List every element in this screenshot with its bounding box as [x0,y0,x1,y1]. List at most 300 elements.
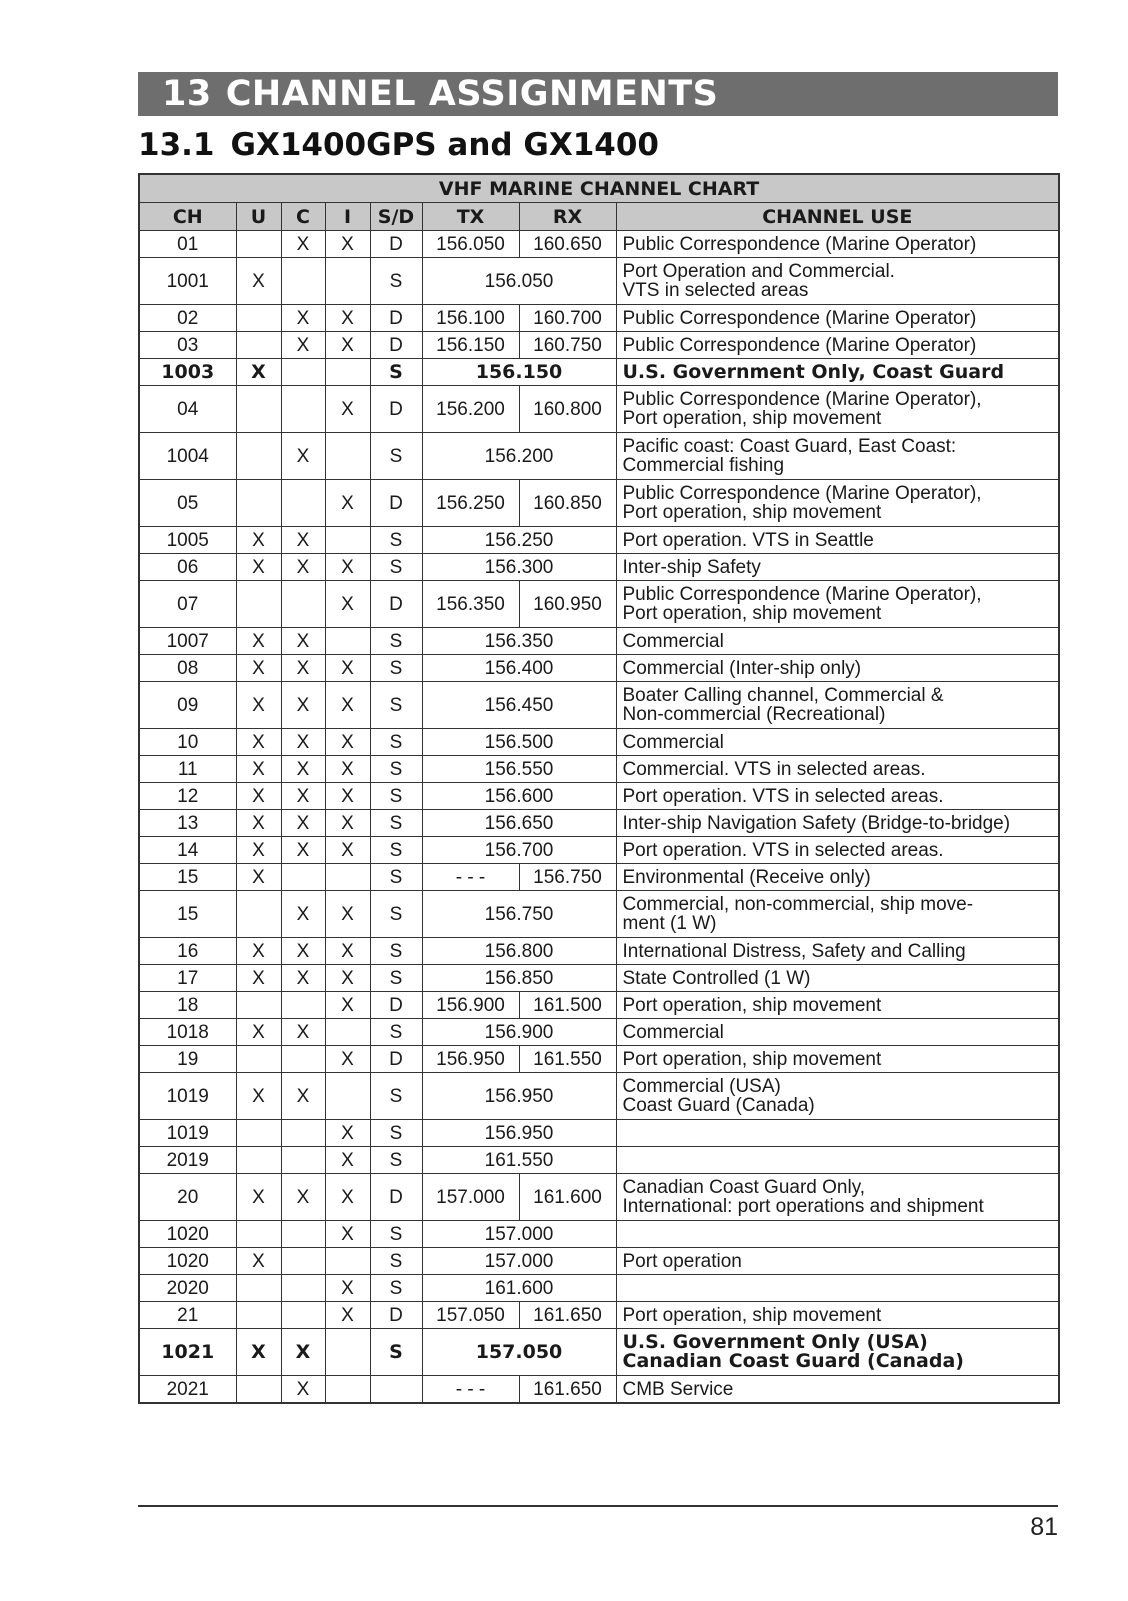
cell-frequency: 156.850 [422,965,616,992]
cell-ch: 19 [139,1046,236,1073]
channel-use-line: Public Correspondence (Marine Operator), [622,584,982,605]
cell-ch: 10 [139,729,236,756]
cell-channel-use [616,1147,1059,1174]
cell-u: X [236,655,281,682]
cell-tx: 156.050 [422,231,519,258]
cell-ch: 09 [139,682,236,729]
table-row [139,1248,1059,1275]
table-row [139,1046,1059,1073]
cell-ch: 15 [139,891,236,938]
cell-frequency: 156.400 [422,655,616,682]
cell-u: X [236,1073,281,1120]
cell-sd: D [370,305,422,332]
cell-sd: D [370,480,422,527]
cell-tx: 156.900 [422,992,519,1019]
cell-channel-use [616,1046,1059,1073]
channel-use-line: Commercial fishing [622,455,785,476]
cell-sd: D [370,581,422,628]
cell-i: X [325,837,370,864]
cell-sd: S [370,1073,422,1120]
cell-u [236,992,281,1019]
cell-sd: S [370,1147,422,1174]
cell-c: X [281,655,325,682]
col-header-i: I [325,203,370,231]
table-row [139,480,1059,527]
table-row [139,1120,1059,1147]
cell-i [325,1073,370,1120]
table-row [139,231,1059,258]
cell-c: X [281,682,325,729]
cell-u: X [236,938,281,965]
cell-c: X [281,332,325,359]
footer-rule [138,1505,1058,1507]
cell-frequency: 156.050 [422,258,616,305]
cell-frequency: 161.550 [422,1147,616,1174]
cell-c: X [281,729,325,756]
cell-ch: 01 [139,231,236,258]
cell-sd: S [370,628,422,655]
cell-sd: S [370,965,422,992]
cell-tx: 156.350 [422,581,519,628]
cell-i: X [325,1221,370,1248]
cell-c [281,1221,325,1248]
cell-frequency: 156.650 [422,810,616,837]
cell-sd: D [370,992,422,1019]
cell-sd: D [370,1046,422,1073]
cell-channel-use [616,891,1059,938]
cell-u [236,480,281,527]
channel-use-line: Port operation. VTS in Seattle [622,529,874,551]
subsection-heading [138,124,1058,166]
channel-use-line: Public Correspondence (Marine Operator) [622,334,977,356]
channel-use-line: Port operation, ship movement [622,502,882,523]
cell-frequency: 156.250 [422,527,616,554]
cell-c: X [281,1019,325,1046]
cell-c: X [281,891,325,938]
channel-use-line: Canadian Coast Guard (Canada) [622,1350,964,1372]
cell-sd: D [370,386,422,433]
channel-use-line: Public Correspondence (Marine Operator) [622,307,977,329]
col-header-rx: RX [519,203,616,231]
channel-use-line: CMB Service [622,1378,734,1400]
cell-i: X [325,891,370,938]
cell-u [236,1275,281,1302]
col-header-ch: CH [139,203,236,231]
table-row [139,1302,1059,1329]
channel-use-line: Coast Guard (Canada) [622,1095,815,1116]
cell-frequency: 156.500 [422,729,616,756]
table-row [139,628,1059,655]
table-row [139,965,1059,992]
cell-i: X [325,810,370,837]
cell-c [281,359,325,386]
cell-i [325,527,370,554]
cell-i: X [325,682,370,729]
cell-channel-use [616,581,1059,628]
cell-c: X [281,1174,325,1221]
cell-sd: S [370,359,422,386]
cell-rx: 161.550 [519,1046,616,1073]
cell-sd: S [370,729,422,756]
table-row [139,810,1059,837]
table-row [139,992,1059,1019]
cell-u [236,1302,281,1329]
cell-ch: 15 [139,864,236,891]
cell-channel-use [616,1329,1059,1376]
cell-rx: 160.750 [519,332,616,359]
cell-u [236,1221,281,1248]
channel-use-line: Port Operation and Commercial. [622,261,895,282]
cell-frequency: 156.950 [422,1073,616,1120]
cell-i [325,433,370,480]
cell-u: X [236,1248,281,1275]
cell-ch: 08 [139,655,236,682]
cell-u: X [236,1174,281,1221]
cell-ch: 2020 [139,1275,236,1302]
cell-u [236,1120,281,1147]
cell-ch: 04 [139,386,236,433]
table-row [139,655,1059,682]
cell-ch: 1020 [139,1221,236,1248]
cell-channel-use [616,682,1059,729]
cell-sd: S [370,655,422,682]
cell-ch: 03 [139,332,236,359]
cell-channel-use [616,729,1059,756]
cell-channel-use [616,332,1059,359]
cell-channel-use [616,938,1059,965]
channel-use-line: Port operation [622,1250,742,1272]
cell-u [236,305,281,332]
channel-use-line: Commercial [622,731,724,753]
cell-i: X [325,1120,370,1147]
cell-tx: - - - [422,1376,519,1404]
cell-channel-use [616,1275,1059,1302]
cell-sd: S [370,433,422,480]
cell-channel-use [616,1019,1059,1046]
cell-frequency: 157.050 [422,1329,616,1376]
cell-sd: S [370,258,422,305]
cell-c: X [281,231,325,258]
cell-i: X [325,1147,370,1174]
cell-i [325,1019,370,1046]
cell-sd: S [370,1248,422,1275]
cell-ch: 21 [139,1302,236,1329]
cell-sd: S [370,783,422,810]
cell-ch: 07 [139,581,236,628]
cell-ch: 14 [139,837,236,864]
cell-tx: 156.150 [422,332,519,359]
cell-ch: 18 [139,992,236,1019]
channel-use-line: Port operation, ship movement [622,603,882,624]
cell-c [281,1046,325,1073]
cell-ch: 1019 [139,1120,236,1147]
cell-frequency: 156.300 [422,554,616,581]
channel-use-line: Port operation, ship movement [622,408,882,429]
table-row [139,864,1059,891]
channel-use-line: Commercial, non-commercial, ship move- [622,894,974,915]
cell-channel-use [616,810,1059,837]
cell-frequency: 156.950 [422,1120,616,1147]
cell-ch: 16 [139,938,236,965]
channel-use-line: Port operation, ship movement [622,994,882,1016]
cell-sd: S [370,1275,422,1302]
cell-channel-use [616,258,1059,305]
cell-frequency: 156.800 [422,938,616,965]
cell-c: X [281,1376,325,1404]
cell-i [325,628,370,655]
cell-frequency: 156.750 [422,891,616,938]
cell-c [281,864,325,891]
channel-use-line: Port operation, ship movement [622,1304,882,1326]
table-row [139,359,1059,386]
cell-frequency: 156.450 [422,682,616,729]
cell-c: X [281,965,325,992]
cell-ch: 02 [139,305,236,332]
cell-i: X [325,231,370,258]
channel-use-line: Inter-ship Navigation Safety (Bridge-to-bridge) [622,812,1011,834]
col-header-c: C [281,203,325,231]
cell-sd: S [370,527,422,554]
cell-channel-use [616,756,1059,783]
cell-ch: 06 [139,554,236,581]
cell-sd [370,1376,422,1404]
cell-c: X [281,305,325,332]
cell-ch: 1021 [139,1329,236,1376]
cell-i: X [325,332,370,359]
cell-u [236,231,281,258]
cell-channel-use [616,965,1059,992]
cell-sd: S [370,837,422,864]
cell-channel-use [616,1120,1059,1147]
table-row [139,433,1059,480]
cell-u: X [236,756,281,783]
cell-sd: S [370,810,422,837]
cell-c: X [281,1073,325,1120]
cell-c [281,1302,325,1329]
cell-ch: 13 [139,810,236,837]
channel-use-line: Public Correspondence (Marine Operator), [622,389,982,410]
channel-use-line: VTS in selected areas [622,280,809,301]
section-heading [138,72,1058,116]
cell-u: X [236,554,281,581]
cell-channel-use [616,1376,1059,1404]
table-row [139,837,1059,864]
cell-c [281,1120,325,1147]
cell-frequency: 156.150 [422,359,616,386]
cell-tx: 156.250 [422,480,519,527]
cell-sd: S [370,864,422,891]
cell-u: X [236,1329,281,1376]
cell-u [236,433,281,480]
cell-i: X [325,783,370,810]
cell-tx: 157.000 [422,1174,519,1221]
table-row [139,1147,1059,1174]
cell-ch: 1001 [139,258,236,305]
cell-ch: 17 [139,965,236,992]
cell-rx: 160.950 [519,581,616,628]
section-title: CHANNEL ASSIGNMENTS [225,74,719,114]
channel-use-line: Boater Calling channel, Commercial & [622,685,944,706]
cell-i: X [325,729,370,756]
channel-use-line: Commercial. VTS in selected areas. [622,758,926,780]
cell-i [325,1329,370,1376]
channel-use-line: Public Correspondence (Marine Operator) [622,233,977,255]
cell-channel-use [616,1248,1059,1275]
cell-i [325,864,370,891]
cell-i [325,1376,370,1404]
cell-u: X [236,783,281,810]
cell-ch: 1005 [139,527,236,554]
cell-ch: 1018 [139,1019,236,1046]
cell-i: X [325,305,370,332]
cell-u [236,1046,281,1073]
cell-sd: D [370,332,422,359]
cell-u: X [236,682,281,729]
cell-tx: 156.200 [422,386,519,433]
cell-ch: 1020 [139,1248,236,1275]
header-row [139,203,1059,231]
cell-c [281,1147,325,1174]
col-header-tx: TX [422,203,519,231]
cell-frequency: 156.550 [422,756,616,783]
cell-u [236,332,281,359]
cell-channel-use [616,655,1059,682]
cell-tx: 156.950 [422,1046,519,1073]
channel-chart-table [138,173,1060,1404]
page-number: 81 [1030,1513,1058,1541]
cell-tx: - - - [422,864,519,891]
cell-c: X [281,938,325,965]
table-row [139,682,1059,729]
cell-frequency: 156.600 [422,783,616,810]
cell-frequency: 156.700 [422,837,616,864]
channel-use-line: Port operation. VTS in selected areas. [622,839,944,861]
table-title: VHF MARINE CHANNEL CHART [139,174,1059,203]
cell-ch: 2019 [139,1147,236,1174]
table-row [139,1376,1059,1404]
cell-i: X [325,386,370,433]
cell-sd: S [370,1019,422,1046]
cell-rx: 161.600 [519,1174,616,1221]
cell-u: X [236,810,281,837]
table-row [139,1073,1059,1120]
cell-tx: 157.050 [422,1302,519,1329]
cell-i: X [325,480,370,527]
cell-sd: D [370,1302,422,1329]
cell-ch: 2021 [139,1376,236,1404]
cell-rx: 160.700 [519,305,616,332]
cell-u [236,1147,281,1174]
cell-channel-use [616,554,1059,581]
cell-u: X [236,729,281,756]
table-row [139,386,1059,433]
table-row [139,891,1059,938]
cell-sd: S [370,554,422,581]
channel-use-line: International Distress, Safety and Calling [622,940,966,962]
cell-i: X [325,1275,370,1302]
table-row [139,1019,1059,1046]
cell-u: X [236,527,281,554]
cell-rx: 160.850 [519,480,616,527]
cell-i [325,359,370,386]
cell-channel-use [616,783,1059,810]
section-number: 13 [162,74,212,114]
cell-rx: 161.500 [519,992,616,1019]
cell-channel-use [616,628,1059,655]
table-row [139,258,1059,305]
cell-ch: 20 [139,1174,236,1221]
table-row [139,1275,1059,1302]
table-row [139,305,1059,332]
cell-channel-use [616,864,1059,891]
cell-sd: S [370,756,422,783]
col-header-channel-use: CHANNEL USE [616,203,1059,231]
cell-channel-use [616,527,1059,554]
cell-ch: 12 [139,783,236,810]
cell-frequency: 157.000 [422,1221,616,1248]
cell-c: X [281,1329,325,1376]
cell-c [281,1275,325,1302]
table-row [139,1221,1059,1248]
cell-u: X [236,628,281,655]
cell-i: X [325,1174,370,1221]
table-row [139,581,1059,628]
cell-channel-use [616,305,1059,332]
channel-use-line: Commercial [622,1021,724,1043]
channel-use-line: International: port operations and shipment [622,1196,984,1217]
cell-ch: 1004 [139,433,236,480]
cell-u: X [236,359,281,386]
channel-use-line: Non-commercial (Recreational) [622,704,886,725]
table-row [139,1174,1059,1221]
table-row [139,729,1059,756]
cell-u: X [236,1019,281,1046]
cell-ch: 1007 [139,628,236,655]
cell-c [281,581,325,628]
cell-c: X [281,527,325,554]
cell-i: X [325,938,370,965]
cell-ch: 11 [139,756,236,783]
cell-sd: S [370,938,422,965]
cell-c: X [281,628,325,655]
table-row [139,554,1059,581]
cell-sd: S [370,682,422,729]
cell-c: X [281,837,325,864]
cell-channel-use [616,386,1059,433]
channel-use-line: Inter-ship Safety [622,556,761,578]
cell-i: X [325,581,370,628]
table-row [139,938,1059,965]
cell-i [325,258,370,305]
cell-c: X [281,554,325,581]
cell-rx: 160.800 [519,386,616,433]
cell-i: X [325,1302,370,1329]
col-header-u: U [236,203,281,231]
cell-u: X [236,258,281,305]
cell-sd: D [370,231,422,258]
cell-ch: 1003 [139,359,236,386]
cell-c: X [281,783,325,810]
cell-u: X [236,837,281,864]
cell-i: X [325,965,370,992]
channel-use-line: U.S. Government Only (USA) [622,1331,928,1353]
cell-rx: 161.650 [519,1376,616,1404]
cell-u [236,1376,281,1404]
cell-i: X [325,554,370,581]
cell-c [281,480,325,527]
cell-i [325,1248,370,1275]
cell-channel-use [616,1174,1059,1221]
